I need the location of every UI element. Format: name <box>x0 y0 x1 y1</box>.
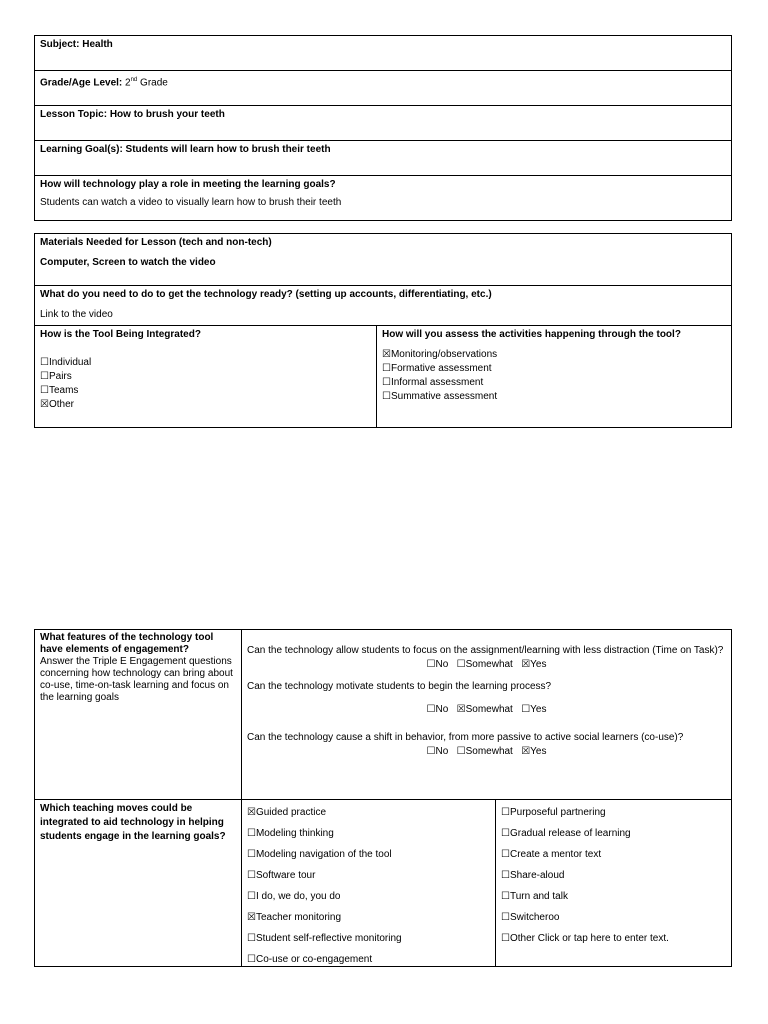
grade-label: Grade/Age Level: <box>40 77 126 89</box>
checkbox[interactable]: ☐ <box>382 363 391 374</box>
grade-word: Grade <box>137 77 168 89</box>
option-label: No <box>435 746 449 757</box>
checkbox[interactable]: ☐ <box>40 371 49 382</box>
lesson-info-table <box>34 35 732 221</box>
teaching-move-option[interactable] <box>247 865 490 886</box>
checkbox[interactable]: ☐ <box>247 891 256 902</box>
teaching-moves-label-cell <box>35 800 241 966</box>
subject-row <box>35 36 731 71</box>
option-label: Guided practice <box>255 807 327 818</box>
integration-option[interactable] <box>40 356 371 370</box>
teaching-move-option[interactable] <box>247 844 490 865</box>
option-label: Yes <box>530 659 547 670</box>
integration-option[interactable] <box>40 398 371 412</box>
co-use-question: Can the technology cause a shift in behavior, from more passive to active social learners (co-use)? <box>247 732 684 743</box>
option-no[interactable] <box>427 659 449 670</box>
assessment-option[interactable] <box>382 376 726 390</box>
integration-option[interactable] <box>40 384 371 398</box>
engagement-question: What features of the technology tool have elements of engagement? <box>40 632 214 655</box>
checkbox[interactable]: ☐ <box>501 933 510 944</box>
option-label: Student self-reflective monitoring <box>255 933 402 944</box>
checkbox[interactable]: ☒ <box>456 704 466 715</box>
checkbox[interactable]: ☒ <box>40 399 49 410</box>
option-somewhat[interactable] <box>457 659 513 670</box>
teaching-move-option[interactable] <box>247 886 490 907</box>
assessment-option[interactable] <box>382 390 726 404</box>
teaching-move-option-other[interactable] <box>501 928 726 949</box>
teaching-moves-right-cell <box>495 800 731 966</box>
option-label: Teacher monitoring <box>255 912 342 923</box>
checkbox[interactable]: ☐ <box>247 954 256 965</box>
option-label: Somewhat <box>465 659 513 670</box>
goals-row <box>35 141 731 176</box>
checkbox[interactable]: ☐ <box>382 377 391 388</box>
teaching-moves-left-cell <box>241 800 495 966</box>
option-label: Yes <box>530 746 547 757</box>
checkbox[interactable]: ☐ <box>501 870 510 881</box>
teaching-move-option[interactable] <box>247 823 490 844</box>
option-label: Other Click or tap here to enter text. <box>509 933 669 944</box>
option-somewhat[interactable] <box>457 704 513 715</box>
option-label: Teams <box>48 385 79 396</box>
option-no[interactable] <box>427 746 449 757</box>
teaching-move-option[interactable] <box>501 907 726 928</box>
checkbox[interactable]: ☒ <box>521 659 531 670</box>
integration-question: How is the Tool Being Integrated? <box>40 329 201 340</box>
topic-row <box>35 106 731 141</box>
tech-role-answer: Students can watch a video to visually learn how to brush their teeth <box>40 197 342 208</box>
materials-row <box>35 234 731 286</box>
checkbox[interactable]: ☐ <box>426 659 436 670</box>
materials-answer: Computer, Screen to watch the video <box>40 257 216 268</box>
teaching-moves-question: Which teaching moves could be integrated to aid technology in helping students engage in the learning goals? <box>40 803 226 842</box>
assessment-question: How will you assess the activities happening through the tool? <box>382 329 681 340</box>
teaching-move-option[interactable] <box>247 802 490 823</box>
engagement-questions-cell <box>241 630 731 799</box>
option-label: Software tour <box>255 870 316 881</box>
option-label: Gradual release of learning <box>509 828 631 839</box>
co-use-options <box>247 745 726 759</box>
engagement-label-cell <box>35 630 241 799</box>
option-label: Individual <box>48 357 92 368</box>
option-label: Formative assessment <box>390 363 492 374</box>
grade-text <box>40 73 726 90</box>
checkbox[interactable]: ☒ <box>382 349 391 360</box>
checkbox[interactable]: ☐ <box>247 828 256 839</box>
engagement-description: Answer the Triple E Engagement questions concerning how technology can bring about co-use, time-on-task learning and focus on the learning goals <box>40 656 233 703</box>
topic-text: Lesson Topic: How to brush your teeth <box>40 109 225 120</box>
option-label: Informal assessment <box>390 377 484 388</box>
goals-text: Learning Goal(s): Students will learn how to brush their teeth <box>40 144 331 155</box>
option-label: Other <box>48 399 74 410</box>
option-yes[interactable] <box>521 704 546 715</box>
checkbox[interactable]: ☐ <box>247 849 256 860</box>
option-label: Somewhat <box>465 746 513 757</box>
materials-question: Materials Needed for Lesson (tech and non-tech) <box>40 237 272 248</box>
option-label: Purposeful partnering <box>509 807 606 818</box>
checkbox[interactable]: ☐ <box>521 704 531 715</box>
integration-options <box>40 356 371 412</box>
teaching-move-option[interactable] <box>247 907 490 928</box>
checkbox[interactable]: ☐ <box>501 891 510 902</box>
option-label: Pairs <box>48 371 72 382</box>
checkbox[interactable]: ☒ <box>521 746 531 757</box>
subject-text: Subject: Health <box>40 39 113 50</box>
motivation-options <box>247 703 726 717</box>
teaching-moves-row <box>35 800 731 966</box>
time-on-task-options <box>247 658 726 672</box>
integration-cell <box>35 326 376 427</box>
engagement-table <box>34 629 732 967</box>
checkbox[interactable]: ☐ <box>456 746 466 757</box>
checkbox[interactable]: ☐ <box>426 704 436 715</box>
option-label: No <box>435 659 449 670</box>
option-yes[interactable] <box>521 746 546 757</box>
option-somewhat[interactable] <box>457 746 513 757</box>
option-label: Co-use or co-engagement <box>255 954 373 965</box>
checkbox[interactable]: ☐ <box>426 746 436 757</box>
option-label: No <box>435 704 449 715</box>
tech-role-question: How will technology play a role in meeting the learning goals? <box>40 179 336 190</box>
checkbox[interactable]: ☐ <box>382 391 391 402</box>
grade-number: 2 <box>125 77 131 89</box>
checkbox[interactable]: ☐ <box>501 849 510 860</box>
assessment-option[interactable] <box>382 362 726 376</box>
teaching-move-option[interactable] <box>501 844 726 865</box>
option-label: Share-aloud <box>509 870 565 881</box>
checkbox[interactable]: ☐ <box>456 659 466 670</box>
assessment-option[interactable] <box>382 348 726 362</box>
option-label: Somewhat <box>465 704 513 715</box>
option-label: Switcheroo <box>509 912 560 923</box>
option-label: Summative assessment <box>390 391 498 402</box>
teaching-move-option[interactable] <box>247 928 490 949</box>
assessment-cell <box>376 326 731 427</box>
checkbox[interactable]: ☒ <box>247 912 256 923</box>
checkbox[interactable]: ☒ <box>247 807 256 818</box>
tech-ready-question: What do you need to do to get the technology ready? (setting up accounts, differentiating, etc.) <box>40 289 492 300</box>
checkbox[interactable]: ☐ <box>40 385 49 396</box>
motivation-question: Can the technology motivate students to begin the learning process? <box>247 681 552 692</box>
integration-assessment-row <box>35 326 731 427</box>
teaching-move-option[interactable] <box>501 802 726 823</box>
tech-role-row <box>35 176 731 220</box>
option-label: Monitoring/observations <box>390 349 498 360</box>
tech-ready-row <box>35 286 731 326</box>
option-yes[interactable] <box>521 659 546 670</box>
checkbox[interactable]: ☐ <box>247 870 256 881</box>
assessment-options <box>382 348 726 404</box>
integration-option[interactable] <box>40 370 371 384</box>
option-label: Modeling thinking <box>255 828 334 839</box>
engagement-row <box>35 630 731 800</box>
teaching-move-option[interactable] <box>501 886 726 907</box>
grade-row <box>35 71 731 106</box>
option-label: Create a mentor text <box>509 849 602 860</box>
option-label: I do, we do, you do <box>255 891 341 902</box>
checkbox[interactable]: ☐ <box>40 357 49 368</box>
option-label: Turn and talk <box>509 891 568 902</box>
checkbox[interactable]: ☐ <box>501 828 510 839</box>
grade-suffix: nd <box>130 77 138 83</box>
teaching-move-option[interactable] <box>501 823 726 844</box>
checkbox[interactable]: ☐ <box>501 807 510 818</box>
option-no[interactable] <box>427 704 449 715</box>
option-label: Yes <box>530 704 547 715</box>
option-label: Modeling navigation of the tool <box>255 849 392 860</box>
checkbox[interactable]: ☐ <box>501 912 510 923</box>
checkbox[interactable]: ☐ <box>247 933 256 944</box>
teaching-move-option[interactable] <box>501 865 726 886</box>
time-on-task-question: Can the technology allow students to focus on the assignment/learning with less distraction (Time on Task)? <box>247 645 724 656</box>
materials-table <box>34 233 732 428</box>
teaching-move-option[interactable] <box>247 949 490 970</box>
tech-ready-answer: Link to the video <box>40 309 113 320</box>
